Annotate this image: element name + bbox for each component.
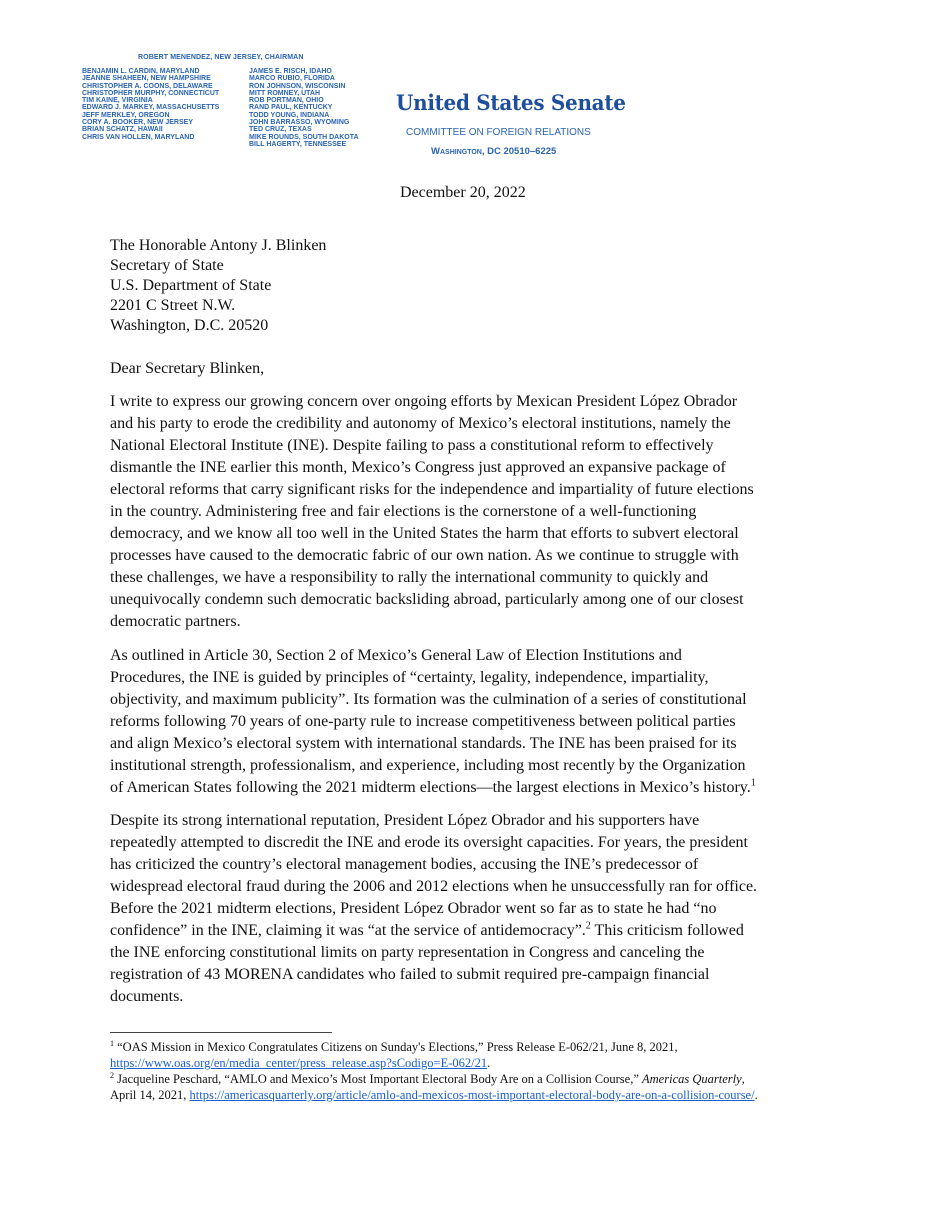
member: JOHN BARRASSO, WYOMING: [249, 119, 350, 127]
footnotes: [110, 1039, 850, 1103]
footnote-ref-2[interactable]: 2: [585, 920, 591, 932]
recipient-line: Washington, D.C. 20520: [110, 317, 269, 334]
committee-address: Washington, DC 20510–6225: [431, 146, 557, 157]
recipient-line: Secretary of State: [110, 257, 224, 274]
punctuation: ,: [741, 1072, 745, 1086]
text-line: registration of 43 MORENA candidates who failed to submit required pre-campaign financial: [110, 966, 710, 983]
member: TODD YOUNG, INDIANA: [249, 111, 330, 119]
member: JEANNE SHAHEEN, NEW HAMPSHIRE: [82, 75, 211, 83]
text-segment: confidence” in the INE, claiming it was “at the service of antidemocracy”.: [110, 922, 586, 939]
recipient-line: U.S. Department of State: [110, 277, 272, 294]
committee-members-right: [249, 68, 359, 148]
member: RAND PAUL, KENTUCKY: [249, 104, 333, 112]
text-line: National Electoral Institute (INE). Despite failing to pass a constitutional reform to effectively: [110, 437, 714, 454]
text-line: the INE enforcing constitutional limits on party representation in Congress and canceling the: [110, 944, 705, 961]
member: CHRISTOPHER MURPHY, CONNECTICUT: [82, 89, 220, 97]
member: MIKE ROUNDS, SOUTH DAKOTA: [249, 133, 359, 141]
footnote-1: [110, 1039, 850, 1055]
member: TED CRUZ, TEXAS: [249, 126, 312, 134]
text-line: processes have caused to the democratic fabric of our own nation. As we continue to struggle with: [110, 547, 739, 564]
recipient-line: The Honorable Antony J. Blinken: [110, 237, 327, 254]
text-line: and align Mexico’s electoral system with international standards. The INE has been praised for its: [110, 735, 737, 752]
paragraph-3: [110, 810, 840, 1008]
text-line: democratic partners.: [110, 613, 241, 630]
footnote-2-link[interactable]: https://americasquarterly.org/article/amlo-and-mexicos-most-important-electoral-body-are-on-a-collision-course/: [189, 1088, 755, 1102]
text-segment: This criticism followed: [590, 922, 744, 939]
footnote-text: Jacqueline Peschard, “AMLO and Mexico’s Most Important Electoral Body Are on a Collision Course,”: [114, 1072, 643, 1086]
paragraph-2: [110, 645, 840, 799]
member: BILL HAGERTY, TENNESSEE: [249, 140, 347, 148]
text-line: repeatedly attempted to discredit the INE and erode its oversight capacities. For years, the president: [110, 834, 748, 851]
member: RON JOHNSON, WISCONSIN: [249, 82, 346, 90]
recipient-line: 2201 C Street N.W.: [110, 297, 236, 314]
text-line: As outlined in Article 30, Section 2 of Mexico’s General Law of Election Institutions and: [110, 647, 682, 664]
footnote-date: April 14, 2021,: [110, 1088, 190, 1102]
member: TIM KAINE, VIRGINIA: [82, 97, 153, 105]
punctuation: .: [487, 1056, 491, 1070]
punctuation: .: [754, 1088, 758, 1102]
committee-name: COMMITTEE ON FOREIGN RELATIONS: [406, 127, 591, 138]
text-line: I write to express our growing concern over ongoing efforts by Mexican President López Obrador: [110, 393, 738, 410]
text-line: Procedures, the INE is guided by principles of “certainty, legality, independence, impartiality,: [110, 669, 709, 686]
letter-date: December 20, 2022: [400, 184, 526, 201]
text-segment: of American States following the 2021 midterm elections—the largest elections in Mexico’s history.: [110, 779, 751, 796]
text-line: reforms following 70 years of one-party rule to increase competitiveness between political parties: [110, 713, 736, 730]
recipient-address-block: [110, 236, 326, 336]
text-line: these challenges, we have a responsibility to rally the international community to quickly and: [110, 569, 709, 586]
member: ROB PORTMAN, OHIO: [249, 97, 324, 105]
member: EDWARD J. MARKEY, MASSACHUSETTS: [82, 104, 220, 112]
text-line: dismantle the INE earlier this month, Mexico’s Congress just approved an expansive package of: [110, 459, 726, 476]
footnote-ref-1[interactable]: 1: [750, 777, 756, 789]
text-line: objectivity, and maximum publicity”. Its formation was the culmination of a series of constitutional: [110, 691, 747, 708]
text-line: in the country. Administering free and fair elections is the cornerstone of a well-functioning: [110, 503, 697, 520]
footnote-number: 2: [110, 1070, 114, 1080]
member: CHRIS VAN HOLLEN, MARYLAND: [82, 133, 195, 141]
publication-name: Americas Quarterly: [642, 1072, 742, 1086]
footnote-2: [110, 1071, 850, 1087]
text-line: Before the 2021 midterm elections, President López Obrador went so far as to state he had “no: [110, 900, 717, 917]
member: CHRISTOPHER A. COONS, DELAWARE: [82, 82, 213, 90]
footnote-1-link[interactable]: https://www.oas.org/en/media_center/press_release.asp?sCodigo=E-062/21: [110, 1056, 488, 1070]
member: JEFF MERKLEY, OREGON: [82, 111, 170, 119]
chairman-line: ROBERT MENENDEZ, NEW JERSEY, CHAIRMAN: [138, 54, 304, 61]
text-line: and his party to erode the credibility and autonomy of Mexico’s electoral institutions, namely the: [110, 415, 731, 432]
text-line: documents.: [110, 988, 184, 1005]
footnote-text: “OAS Mission in Mexico Congratulates Citizens on Sunday's Elections,” Press Release E-062/21, June 8, 2021,: [114, 1040, 678, 1054]
text-line: democracy, and we know all too well in the United States the harm that efforts to subvert electoral: [110, 525, 739, 542]
footnote-2-line-2: [110, 1087, 850, 1103]
committee-members-left: [82, 68, 219, 141]
text-line: widespread electoral fraud during the 2006 and 2012 elections when he unsuccessfully ran for office.: [110, 878, 758, 895]
footnote-divider: [110, 1032, 332, 1033]
text-line: institutional strength, professionalism, and experience, including most recently by the Organization: [110, 757, 746, 774]
footnote-number: 1: [110, 1038, 114, 1048]
senate-wordmark: United States Senate: [396, 90, 626, 115]
text-line: [110, 920, 840, 942]
text-line: unequivocally condemn such democratic backsliding abroad, particularly among one of our closest: [110, 591, 744, 608]
member: BENJAMIN L. CARDIN, MARYLAND: [82, 68, 200, 75]
paragraph-1: [110, 391, 840, 633]
text-line: electoral reforms that carry significant risks for the independence and impartiality of future elections: [110, 481, 754, 498]
member: MARCO RUBIO, FLORIDA: [249, 75, 335, 83]
footnote-1-line-2: [110, 1055, 850, 1071]
member: JAMES E. RISCH, IDAHO: [249, 68, 332, 75]
member: CORY A. BOOKER, NEW JERSEY: [82, 119, 193, 127]
member: MITT ROMNEY, UTAH: [249, 89, 321, 97]
salutation: Dear Secretary Blinken,: [110, 360, 265, 377]
member: BRIAN SCHATZ, HAWAII: [82, 126, 163, 134]
text-line: Despite its strong international reputation, President López Obrador and his supporters have: [110, 812, 700, 829]
text-line: has criticized the country’s electoral management bodies, accusing the INE’s predecessor of: [110, 856, 699, 873]
text-line: [110, 777, 840, 799]
